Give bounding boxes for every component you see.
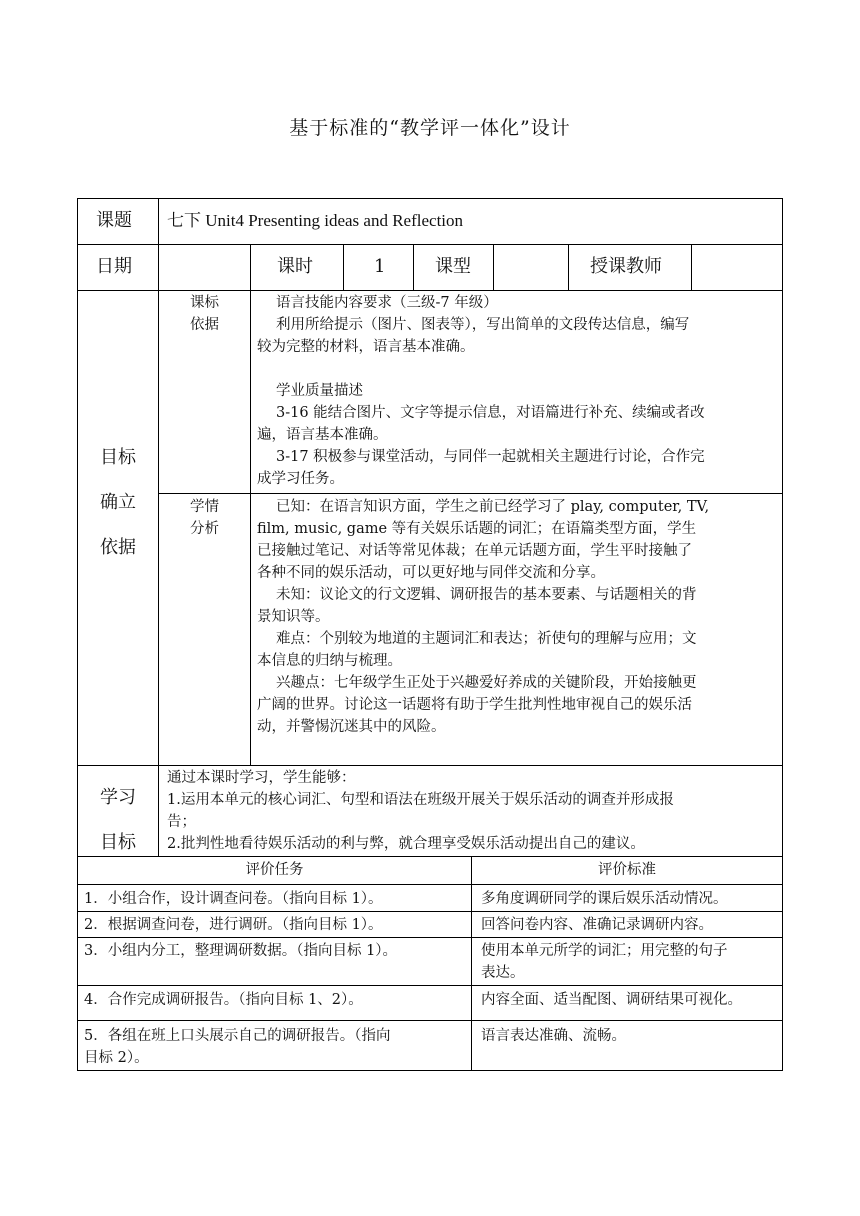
eval-standard: 回答问卷内容、准确记录调研内容。 [481,917,713,933]
table-rule [77,198,78,1071]
eval-task: 2．根据调查问卷，进行调研。（指向目标 1）。 [84,917,383,933]
standard-content [257,292,777,490]
standard-line: 遍，语言基本准确。 [257,427,388,443]
lesson-type-label: 课型 [435,256,471,277]
analysis-line: 已知：在语言知识方面，学生之前已经学习了 play, computer, TV, [276,499,710,515]
analysis-line: 难点：个别较为地道的主题词汇和表达；祈使句的理解与应用；文 [276,631,697,647]
table-rule [343,244,344,290]
table-rule [568,244,569,290]
eval-task-header: 评价任务 [245,862,304,878]
table-rule [77,198,783,199]
eval-task: 5．各组在班上口头展示自己的调研报告。（指向 [84,1028,391,1044]
table-rule [77,765,783,766]
goal-basis-label [78,435,158,570]
eval-task: 4．合作完成调研报告。（指向目标 1、2）。 [84,992,363,1008]
table-rule [471,856,472,1070]
learning-goals-label-line: 目标 [100,832,136,853]
standard-label [159,292,250,336]
date-label: 日期 [96,256,132,277]
table-rule [77,937,783,938]
analysis-line: 未知：议论文的行文逻辑、调研报告的基本要素、与话题相关的背 [276,587,697,603]
standard-label-line: 依据 [190,317,219,333]
table-rule [77,244,783,245]
eval-standard: 语言表达准确、流畅。 [481,1028,626,1044]
goal-basis-label-line: 确立 [100,492,136,513]
period-label: 课时 [277,256,313,277]
eval-standard: 多角度调研同学的课后娱乐活动情况。 [481,891,728,907]
analysis-label-line: 学情 [190,499,219,515]
analysis-label-line: 分析 [190,521,219,537]
standard-line: 学业质量描述 [276,383,363,399]
period-value: 1 [374,256,386,277]
analysis-label [159,496,250,540]
eval-standard: 使用本单元所学的词汇；用完整的句子 [481,943,728,959]
learning-goals-content [167,767,779,855]
table-rule [77,290,783,291]
analysis-line: 景知识等。 [257,609,330,625]
table-rule [250,290,251,765]
analysis-line: 各种不同的娱乐活动，可以更好地与同伴交流和分享。 [257,565,605,581]
learning-goal-line: 告； [167,814,196,830]
analysis-line: 广阔的世界。讨论这一话题将有助于学生批判性地审视自己的娱乐活 [257,697,692,713]
table-rule [77,1020,783,1021]
analysis-line: 本信息的归纳与梳理。 [257,653,402,669]
topic-value: 七下 Unit4 Presenting ideas and Reflection [167,211,464,230]
analysis-line: film, music, game 等有关娱乐话题的词汇；在语篇类型方面，学生 [257,521,697,537]
document-title: 基于标准的“教学评一体化”设计 [289,117,571,139]
eval-task: 1．小组合作，设计调查问卷。（指向目标 1）。 [84,891,383,907]
table-rule [158,493,783,494]
standard-line: 3-17 积极参与课堂活动，与同伴一起就相关主题进行讨论，合作完 [276,449,705,465]
eval-task: 目标 2）。 [84,1050,149,1066]
learning-goals-label [78,775,158,865]
goal-basis-label-line: 依据 [100,537,136,558]
analysis-line: 兴趣点：七年级学生正处于兴趣爱好养成的关键阶段，开始接触更 [276,675,697,691]
standard-label-line: 课标 [190,295,219,311]
eval-task: 3．小组内分工，整理调研数据。（指向目标 1）。 [84,943,398,959]
table-rule [782,198,783,1071]
learning-goal-line: 2.批判性地看待娱乐活动的利与弊，就合理享受娱乐活动提出自己的建议。 [167,836,645,852]
table-rule [493,244,494,290]
teacher-label: 授课教师 [590,256,662,277]
standard-line: 较为完整的材料，语言基本准确。 [257,339,475,355]
table-rule [77,856,783,857]
goal-basis-label-line: 目标 [100,447,136,468]
learning-goals-label-line: 学习 [100,787,136,808]
table-rule [77,985,783,986]
eval-standard: 表达。 [481,965,525,981]
table-rule [77,1070,783,1071]
table-rule [77,884,783,885]
topic-label: 课题 [96,210,132,231]
table-rule [77,911,783,912]
learning-goal-line: 1.运用本单元的核心词汇、句型和语法在班级开展关于娱乐活动的调查并形成报 [167,792,674,808]
table-rule [250,244,251,290]
analysis-content [257,496,777,738]
standard-line: 成学习任务。 [257,471,344,487]
table-rule [413,244,414,290]
standard-line: 语言技能内容要求（三级-7 年级） [276,295,498,311]
standard-line: 3-16 能结合图片、文字等提示信息，对语篇进行补充、续编或者改 [276,405,705,421]
eval-standard-header: 评价标准 [598,862,656,878]
eval-standard: 内容全面、适当配图、调研结果可视化。 [481,992,742,1008]
table-rule [691,244,692,290]
analysis-line: 已接触过笔记、对话等常见体裁；在单元话题方面，学生平时接触了 [257,543,692,559]
analysis-line: 动，并警惕沉迷其中的风险。 [257,719,446,735]
learning-goal-line: 通过本课时学习，学生能够： [167,770,356,786]
standard-line [257,358,777,380]
standard-line: 利用所给提示（图片、图表等），写出简单的文段传达信息，编写 [276,317,690,333]
